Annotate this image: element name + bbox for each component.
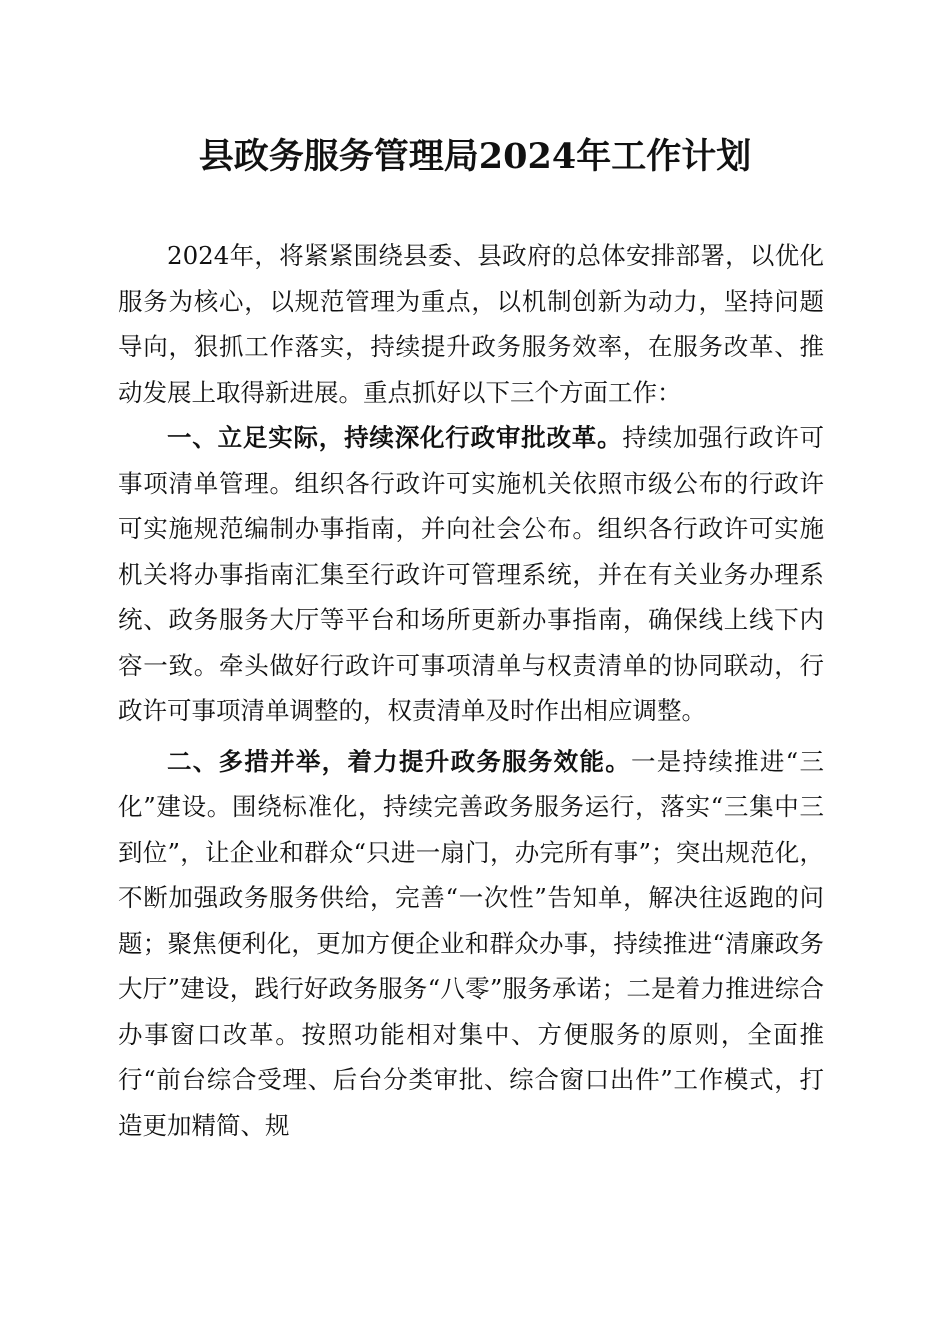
- document-title: 县政务服务管理局2024年工作计划: [198, 136, 752, 177]
- section-2-heading: 二、多措并举，着力提升政务服务效能。: [167, 746, 632, 776]
- section-2-text: 一是持续推进“三化”建设。围绕标准化，持续完善政务服务运行，落实“三集中三到位”，让企业和群众“只进一扇门，办完所有事”；突出规范化，不断加强政务服务供给，完善“一次性”告知单，解决往返跑的问题；聚焦便利化，更加方便企业和群众办事，持续推进“清廉政务大厅”建设，践行好政务服务“八零”服务承诺；二是着力推进综合办事窗口改革。按照功能相对集中、方便服务的原则，全面推行“前台综合受理、后台分类审批、综合窗口出件”工作模式，打造更加精简、规: [118, 746, 824, 1140]
- section-1-heading: 一、立足实际，持续深化行政审批改革。: [167, 423, 623, 452]
- intro-paragraph: 2024年，将紧紧围绕县委、县政府的总体安排部署，以优化服务为核心，以规范管理为重点，以机制创新为动力，坚持问题导向，狠抓工作落实，持续提升政务服务效率，在服务改革、推动发展上取得新进展。重点抓好以下三个方面工作：: [118, 241, 824, 407]
- document-body: [118, 233, 824, 1148]
- section-2-paragraph: [118, 739, 824, 1149]
- section-1-text: 持续加强行政许可事项清单管理。组织各行政许可实施机关依照市级公布的行政许可实施规范编制办事指南，并向社会公布。组织各行政许可实施机关将办事指南汇集至行政许可管理系统，并在有关业务办理系统、政务服务大厅等平台和场所更新办事指南，确保线上线下内容一致。牵头做好行政许可事项清单与权责清单的协同联动，行政许可事项清单调整的，权责清单及时作出相应调整。: [118, 423, 825, 725]
- section-1-paragraph: [118, 415, 824, 734]
